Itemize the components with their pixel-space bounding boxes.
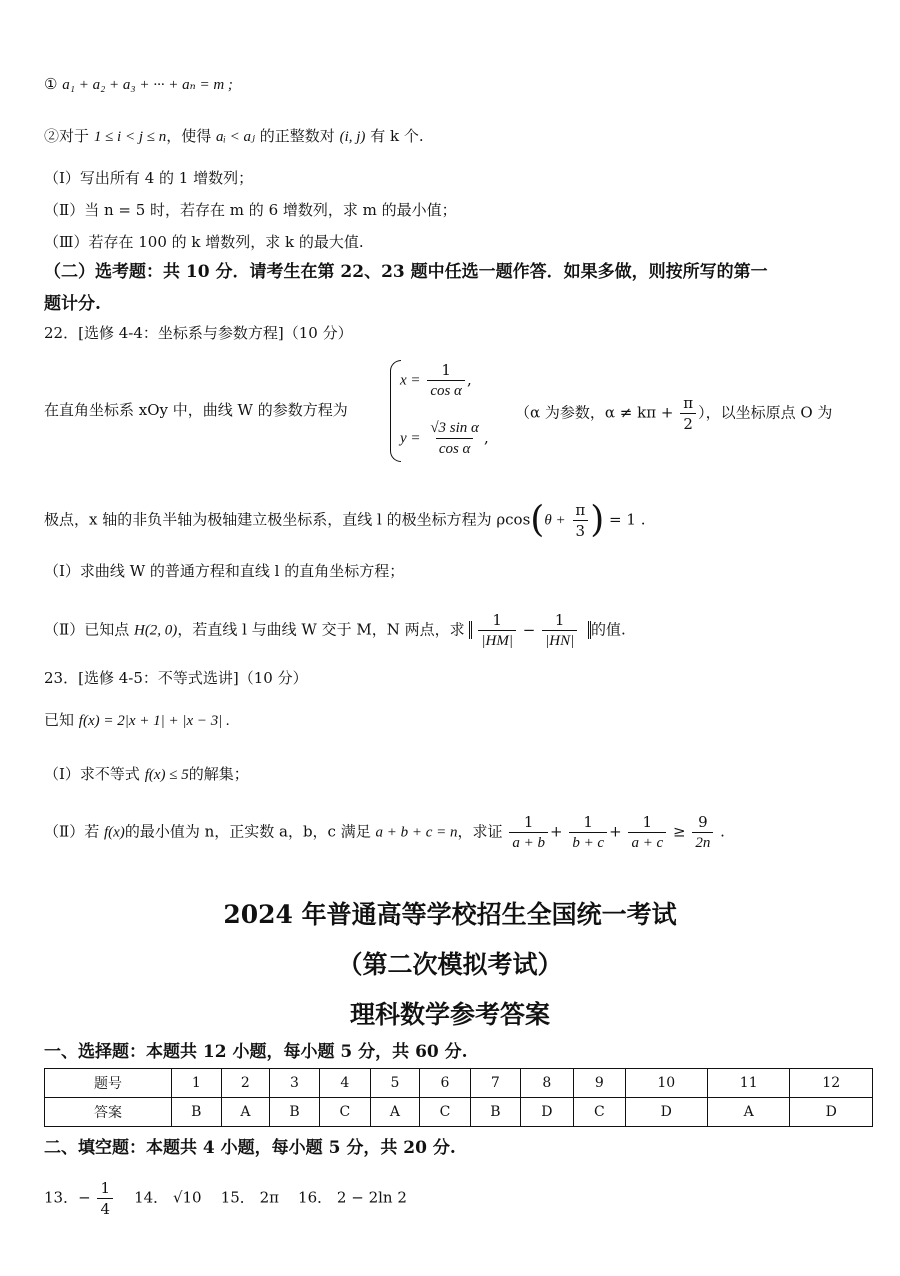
q21-part2: （Ⅱ）当 n = 5 时，若存在 m 的 6 增数列，求 m 的最小值； xyxy=(44,201,457,219)
q22-y-equation: y = $\frac{\text{√3 sin α}}{\text{cos α}}$ , xyxy=(400,420,489,457)
table-cell-answer: B xyxy=(471,1098,520,1127)
fill-13-value: $\frac{1}{4}$ xyxy=(97,1178,113,1219)
condition-2-tail2: 有 k 个. xyxy=(370,127,424,145)
table-cell-number: 11 xyxy=(707,1069,789,1098)
fill-16-value: 2 − 2ln 2 xyxy=(336,1188,407,1207)
table-row-numbers xyxy=(45,1069,873,1098)
condition-2-tail1: 的正整数对 xyxy=(259,127,335,145)
table-cell-answer: C xyxy=(574,1098,625,1127)
condition-1-marker: ① xyxy=(44,75,58,93)
table-row-answers xyxy=(45,1098,873,1127)
section2-header-line2: 题计分. xyxy=(44,294,101,314)
fill-16-label: 16． xyxy=(298,1188,333,1207)
q22-intro: 在直角坐标系 xOy 中，曲线 W 的参数方程为 xyxy=(44,401,348,419)
condition-2-prefix: 对于 xyxy=(59,127,90,145)
condition-2-pair: (i, j) xyxy=(339,129,366,145)
q22-part2: （Ⅱ）已知点 H(2, 0)，若直线 l 与曲线 W 交于 M，N 两点，求 $\frac{1}{|HM|}$ − $\frac{1}{|HN|}$ 的值. xyxy=(44,611,626,649)
table-cell-answer: D xyxy=(520,1098,574,1127)
fill-13-label: 13． xyxy=(44,1188,79,1207)
table-label-number: 题号 xyxy=(45,1069,172,1098)
condition-2-inequality: 1 ≤ i < j ≤ n xyxy=(93,129,167,145)
q23-given: 已知 f(x) = 2|x + 1| + |x − 3| . xyxy=(44,711,230,729)
table-label-answer: 答案 xyxy=(45,1098,172,1127)
q23-title: 23．[选修 4-5：不等式选讲]（10 分） xyxy=(44,669,308,687)
q22-abs-expression: $\frac{1}{|HM|}$ − $\frac{1}{|HN|}$ xyxy=(469,621,591,639)
q21-part1: （Ⅰ）写出所有 4 的 1 增数列； xyxy=(44,169,254,187)
q22-polar-line: 极点，x 轴的非负半轴为极轴建立极坐标系，直线 l 的极坐标方程为 ρcos(θ + $\frac{\pi}{3}$ ) = 1 . xyxy=(44,499,646,541)
q23-part1: （Ⅰ）求不等式 f(x) ≤ 5的解集； xyxy=(44,765,249,783)
table-cell-number: 2 xyxy=(221,1069,270,1098)
condition-2-mid: ，使得 xyxy=(166,127,212,145)
section-choice-header: 一、选择题：本题共 12 小题，每小题 5 分，共 60 分. xyxy=(44,1042,468,1062)
table-cell-number: 12 xyxy=(790,1069,873,1098)
table-cell-number: 9 xyxy=(574,1069,625,1098)
table-cell-answer: B xyxy=(172,1098,221,1127)
table-cell-answer: A xyxy=(707,1098,789,1127)
table-cell-number: 10 xyxy=(625,1069,707,1098)
q23-part2: （Ⅱ）若 f(x)的最小值为 n，正实数 a，b，c 满足 a + b + c = n，求证 $\frac{1}{a + b}$ + $\frac{1}{b + c}$ + $\frac{1}{a + c}$ ≥ $\frac{9}{2n}$ . xyxy=(44,813,725,851)
table-cell-answer: C xyxy=(319,1098,370,1127)
q21-part3: （Ⅲ）若存在 100 的 k 增数列，求 k 的最大值. xyxy=(44,233,364,251)
table-cell-answer: A xyxy=(221,1098,270,1127)
table-cell-number: 7 xyxy=(471,1069,520,1098)
table-cell-answer: B xyxy=(270,1098,319,1127)
answer-title-line1: 2024 年普通高等学校招生全国统一考试 xyxy=(223,900,677,929)
answer-title-line3: 理科数学参考答案 xyxy=(349,1000,550,1029)
table-cell-answer: D xyxy=(625,1098,707,1127)
table-cell-answer: A xyxy=(371,1098,420,1127)
condition-2 xyxy=(44,126,424,147)
q22-param-condition: （α 为参数，α ≠ kπ + $\frac{\pi}{2}$ ），以坐标原点 O 为 xyxy=(515,394,833,433)
table-cell-number: 5 xyxy=(371,1069,420,1098)
condition-2-marker: ② xyxy=(44,127,60,145)
condition-1-formula: a₁ + a₂ + a₃ + ··· + aₙ = m ; xyxy=(62,77,233,93)
section2-header-line1: （二）选考题：共 10 分．请考生在第 22、23 题中任选一题作答．如果多做，则按所写的第一 xyxy=(44,262,768,282)
table-cell-answer: D xyxy=(790,1098,873,1127)
fill-14-value: √10 xyxy=(172,1188,202,1207)
table-cell-answer: C xyxy=(419,1098,470,1127)
answer-title-line2: （第二次模拟考试） xyxy=(337,950,563,979)
table-cell-number: 3 xyxy=(270,1069,319,1098)
q22-x-equation: x = $\frac{1}{\text{cos α}}$ , xyxy=(400,361,472,399)
fill-15-label: 15． xyxy=(220,1188,255,1207)
table-cell-number: 6 xyxy=(419,1069,470,1098)
condition-1 xyxy=(44,74,233,95)
q22-title: 22．[选修 4-4：坐标系与参数方程]（10 分） xyxy=(44,324,353,342)
table-cell-number: 4 xyxy=(319,1069,370,1098)
fill-15-value: 2π xyxy=(259,1188,279,1207)
q22-part1: （Ⅰ）求曲线 W 的普通方程和直线 l 的直角坐标方程； xyxy=(44,562,405,580)
fill-answers: 13．− $\frac{1}{4}$ 14． √10 15． 2π 16． 2 − 2ln 2 xyxy=(44,1179,407,1218)
answer-table xyxy=(44,1068,873,1127)
fill-14-label: 14． xyxy=(134,1188,169,1207)
table-cell-number: 1 xyxy=(172,1069,221,1098)
table-cell-number: 8 xyxy=(520,1069,574,1098)
condition-2-relation: aᵢ < aⱼ xyxy=(216,129,255,145)
section-fill-header: 二、填空题：本题共 4 小题，每小题 5 分，共 20 分. xyxy=(44,1138,456,1158)
